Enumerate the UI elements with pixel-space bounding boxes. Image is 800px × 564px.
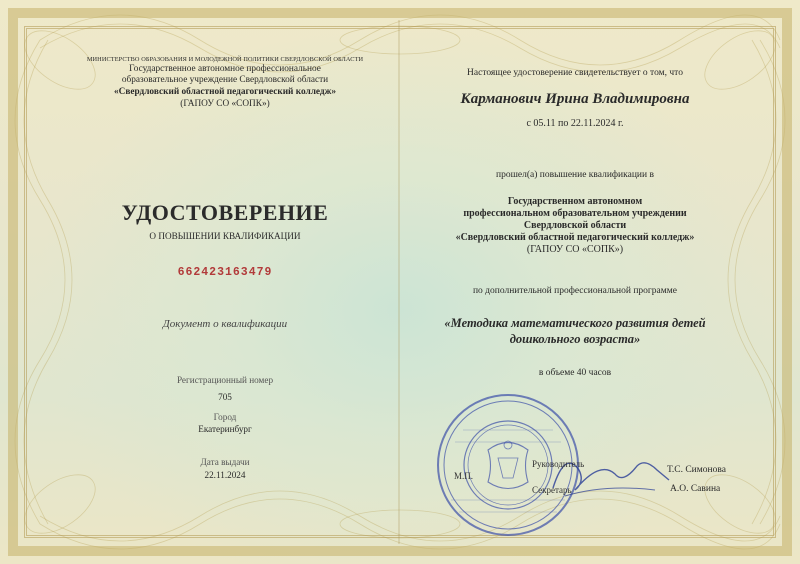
handwritten-signature (545, 440, 675, 510)
institution-line: профессиональном образовательном учреждении (463, 208, 687, 219)
program-volume: в объеме 40 часов (538, 368, 612, 378)
program-title-line: дошкольного возраста» (509, 332, 641, 346)
program-title (410, 315, 740, 347)
registration-label: Регистрационный номер (176, 375, 274, 385)
program-title-line: «Методика математического развития детей (444, 316, 706, 330)
ministry-name: МИНИСТЕРСТВО ОБРАЗОВАНИЯ И МОЛОДЕЖНОЙ ПОЛИТИКИ СВЕРДЛОВСКОЙ ОБЛАСТИ (86, 56, 364, 63)
program-label: по дополнительной профессиональной программе (472, 286, 678, 296)
city-label: Город (213, 412, 237, 422)
training-period: с 05.11 по 22.11.2024 г. (526, 118, 624, 129)
page-fold (398, 20, 400, 544)
intro-text: Настоящее удостоверение свидетельствует о том, что (467, 68, 683, 78)
org-line-3: «Свердловский областной педагогический колледж» (113, 87, 337, 97)
certificate-subtitle: О ПОВЫШЕНИИ КВАЛИФИКАЦИИ (149, 231, 301, 241)
certificate-number: 662423163479 (177, 266, 273, 279)
passed-text: прошел(а) повышение квалификации в (496, 170, 654, 180)
city-value: Екатеринбург (198, 424, 252, 434)
registration-value: 705 (218, 392, 232, 402)
org-line-1: Государственное автономное профессиональное (129, 64, 321, 74)
institution-line: Государственном автономном (507, 196, 643, 207)
head-name: Т.С. Симонова (667, 465, 726, 475)
org-line-2: образовательное учреждение Свердловской области (121, 75, 329, 85)
institution-block (410, 196, 740, 256)
org-line-4: (ГАПОУ СО «СОПК») (180, 99, 270, 109)
institution-line: (ГАПОУ СО «СОПК») (526, 244, 624, 255)
holder-name: Карманович Ирина Владимировна (460, 91, 690, 107)
secretary-label: Секретарь (532, 485, 572, 495)
head-label: Руководитель (532, 459, 585, 469)
document-type: Документ о квалификации (162, 318, 288, 330)
mp-label: М.П. (454, 471, 474, 481)
secretary-name: А.О. Савина (670, 484, 721, 494)
institution-line: «Свердловский областной педагогический колледж» (455, 232, 695, 243)
issue-date-label: Дата выдачи (200, 457, 250, 467)
issue-date-value: 22.11.2024 (204, 470, 246, 480)
certificate-title: УДОСТОВЕРЕНИЕ (121, 200, 329, 225)
institution-line: Свердловской области (523, 220, 627, 231)
